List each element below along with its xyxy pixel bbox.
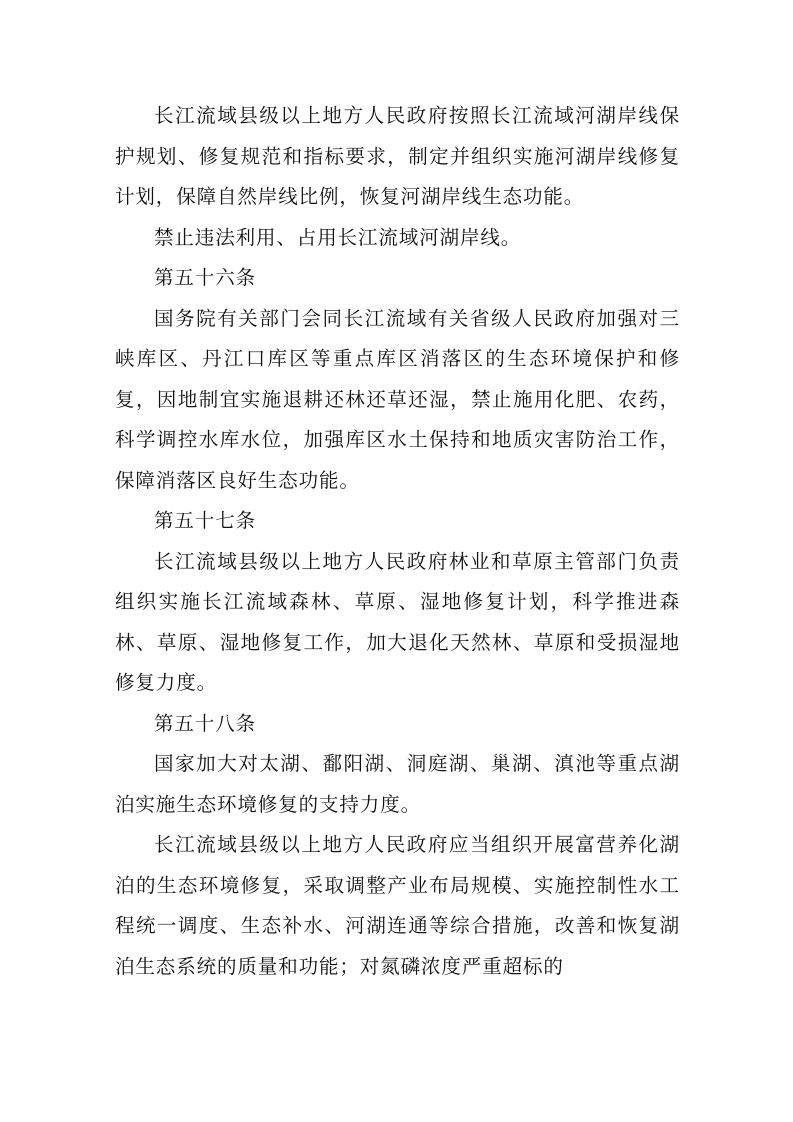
paragraph: 禁止违法利用、占用长江流域河湖岸线。: [154, 225, 522, 249]
paragraph: 国家加大对太湖、鄱阳湖、洞庭湖、巢湖、滇池等重点湖泊实施生态环境修复的支持力度。: [115, 752, 680, 816]
paragraph: 长江流域县级以上地方人民政府应当组织开展富营养化湖泊的生态环境修复，采取调整产业布局规模、实施控制性水工程统一调度、生态补水、河湖连通等综合措施，改善和恢复湖泊生态系统的质量和功能；对氮磷浓度严重超标的: [115, 833, 680, 978]
article-heading: 第五十七条: [154, 509, 257, 532]
article-heading: 第五十八条: [154, 711, 257, 735]
paragraph: 长江流域县级以上地方人民政府林业和草原主管部门负责组织实施长江流域森林、草原、湿地修复计划，科学推进森林、草原、湿地修复工作，加大退化天然林、草原和受损湿地修复力度。: [115, 549, 680, 694]
article-heading: 第五十六条: [154, 266, 257, 289]
paragraph: 国务院有关部门会同长江流域有关省级人民政府加强对三峡库区、丹江口库区等重点库区消落区的生态环境保护和修复，因地制宜实施退耕还林还草还湿，禁止施用化肥、农药，科学调控水库水位，加强库区水土保持和地质灾害防治工作，保障消落区良好生态功能。: [115, 306, 680, 492]
document-body: [115, 96, 680, 987]
paragraph: 长江流域县级以上地方人民政府按照长江流域河湖岸线保护规划、修复规范和指标要求，制定并组织实施河湖岸线修复计划，保障自然岸线比例，恢复河湖岸线生态功能。: [115, 104, 680, 208]
